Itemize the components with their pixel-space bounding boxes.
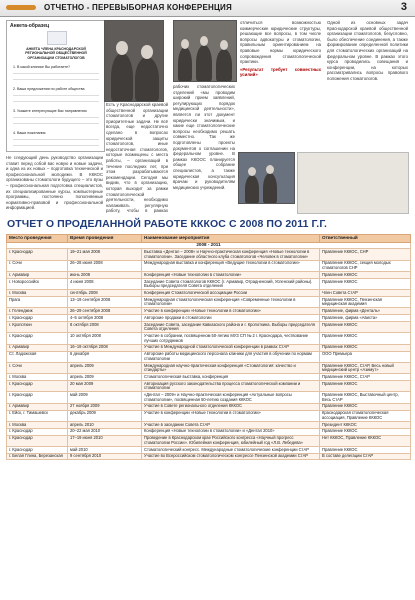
table-cell: г. Краснодар	[7, 428, 68, 435]
table-row	[7, 290, 411, 297]
table-cell: г. Армавир	[7, 272, 68, 279]
table-cell: Нет КККОС, Правление КККОС	[320, 435, 411, 446]
table-cell: 6 декабря	[68, 351, 142, 362]
table-cell: Конференция «Новые технологии в стоматологии» и «Дентал 2010»	[142, 428, 320, 435]
report-table	[6, 234, 411, 460]
table-cell: Правление, фирма «Ависта»	[320, 315, 411, 322]
table-cell: Правление КККОС	[320, 381, 411, 392]
anketa-question: 4. Ваши пожелания	[13, 131, 46, 135]
header-ornament	[6, 5, 36, 10]
year-row	[7, 242, 411, 249]
table-cell: г. Геленджик	[7, 308, 68, 315]
table-row	[7, 392, 411, 403]
table-cell: Член Совета СтАР	[320, 290, 411, 297]
table-cell: г. Сочи	[7, 362, 68, 373]
table-row	[7, 297, 411, 308]
table-cell: Ст. Ладожская	[7, 351, 68, 362]
table-row	[7, 344, 411, 351]
table-cell: г. Армавир	[7, 403, 68, 410]
anketa-divider	[13, 123, 99, 124]
table-cell: Участие в заседании Совета СтАР	[142, 421, 320, 428]
table-row	[7, 308, 411, 315]
anketa-divider	[13, 79, 99, 80]
person-silhouette	[111, 53, 133, 101]
table-cell: 8 октября 2008	[68, 322, 142, 333]
table-row	[7, 374, 411, 381]
table-cell: Заседание Совета, заседание Кавказского района и г. Кропоткина. Выборы председателя Совета отделения	[142, 322, 320, 333]
table-cell: сентябрь 2008	[68, 290, 142, 297]
report-table-title: ОТЧЕТ О ПРОДЕЛАННОЙ РАБОТЕ КККОС С 2008 ПО 2011 Г.Г.	[7, 218, 328, 230]
table-cell: Международная стоматологическая конференция «Современные технологии в стоматологии»	[142, 297, 320, 308]
year-cell: 2008 - 2011	[7, 242, 411, 249]
table-cell: Правление КККОС	[320, 322, 411, 333]
table-cell: май 2009	[68, 392, 142, 403]
anketa-question: 1. В какой клинике Вы работаете?	[13, 65, 71, 69]
anketa-divider	[13, 117, 99, 118]
column-header: Ответственный	[320, 235, 411, 243]
table-cell: Правление, фирма «Денталь»	[320, 308, 411, 315]
table-cell: г. Армавир	[7, 344, 68, 351]
table-cell: г. Краснодар	[7, 392, 68, 403]
table-cell: Прага	[7, 297, 68, 308]
person-head	[220, 40, 228, 50]
conference-photo-1	[104, 20, 164, 102]
paragraph: Не следующий день руководство организации ставит перед собой вас новую и новые задачи, и одна из их новых – подготовка технической и профессиональной молодежи. В КККОС организованы стоматологи будущего – это вузы – профессиональная подготовка специалистов, их специализированные курсы, компьютерные программы, постоянно пополняемые нормативно-правовой и профессиональной информацией.	[6, 155, 103, 211]
table-cell: г. Краснодар	[7, 446, 68, 453]
table-cell: 27 ноября 2009	[68, 403, 142, 410]
table-cell: Правление КККОС	[320, 446, 411, 453]
table-cell: 16–19 октября 2008	[68, 344, 142, 351]
anketa-sample	[6, 20, 105, 152]
table-cell: Проведение в Краснодарском крае Российского конгресса «Научный прогресс стоматологии России». Юбилейная конференция, юбилейный год «Л.В. Лебедева»	[142, 435, 320, 446]
person-head	[248, 167, 256, 176]
table-cell: г. Кропоткин	[7, 322, 68, 333]
table-cell: 4–5 октября 2008	[68, 315, 142, 322]
table-cell: Участие в конференции «Новые технологии в стоматологии»	[142, 410, 320, 421]
table-cell: г. Краснодар	[7, 249, 68, 260]
section-subheading: «Результат требует совместных усилий»	[240, 66, 321, 78]
text-column-3	[173, 84, 235, 214]
table-cell: Правление КККОС, Пензенская медицинская академия	[320, 297, 411, 308]
table-cell: Стоматологический конгресс. Международные стоматологические конференции СтАР	[142, 446, 320, 453]
table-cell: Краснодарская стоматологическая ассоциация, Правление КККОС	[320, 410, 411, 421]
page-header	[0, 0, 415, 17]
table-cell: Правление КККОС, СНР	[320, 249, 411, 260]
person-silhouette	[263, 173, 277, 203]
person-head	[266, 165, 274, 174]
person-silhouette	[216, 49, 232, 81]
table-row	[7, 362, 411, 373]
table-cell: Участие в собрании, посвященном 50-летию МУЗ СП № 2 г. Краснодара, чествование лучших сотрудников	[142, 333, 320, 344]
page-number: 3	[400, 1, 407, 13]
table-cell: Участие в Международной стоматологической конференции в рамках СтАР	[142, 344, 320, 351]
table-cell: Правление КККОС	[320, 333, 411, 344]
table-cell: Президент КККОС	[320, 421, 411, 428]
table-row	[7, 260, 411, 271]
table-cell: Правление КККОС, СтАР	[320, 374, 411, 381]
table-row	[7, 272, 411, 279]
table-cell: 4 июня 2008	[68, 278, 142, 289]
table-row	[7, 410, 411, 421]
text-column-4	[240, 20, 408, 150]
table-cell: 10 октября 2008	[68, 333, 142, 344]
table-header-row	[7, 235, 411, 243]
table-cell: Международная выставка и конференция «Ведущие технологии в стоматологии»	[142, 260, 320, 271]
table-cell: Участие во Всероссийском стоматологическом конгрессе Пензенской академии СтАР	[142, 453, 320, 460]
person-silhouette	[245, 175, 259, 203]
table-row	[7, 333, 411, 344]
column-header: Место проведения	[7, 235, 68, 243]
table-cell: Выставка «Дентал – 2008» и Научно-практическая конференция «Новые технологии в стоматологии». Заседание областного клуба стоматологов «Человек в стоматологии»	[142, 249, 320, 260]
table-cell: В составе делегации СтАР	[320, 453, 411, 460]
table-cell: Правление КККОС, Выставочный центр, Весь СтАР	[320, 392, 411, 403]
column-header: Время проведения	[68, 235, 142, 243]
table-cell: Участие в Совете регионального отделения КККОС	[142, 403, 320, 410]
table-row	[7, 421, 411, 428]
column-header: Наименование мероприятия	[142, 235, 320, 243]
table-cell: Правление КККОС, секция молодых стоматологов СНР	[320, 260, 411, 271]
table-cell: 17–19 июня 2010	[68, 435, 142, 446]
anketa-title: Анкета-образец	[10, 23, 50, 29]
table-row	[7, 403, 411, 410]
text-column-1	[6, 155, 103, 213]
anketa-divider	[13, 95, 99, 96]
anketa-logo	[47, 31, 67, 45]
table-cell: Конференция Стоматологической ассоциации России	[142, 290, 320, 297]
table-cell: г. Белая Глина, Березанская	[7, 453, 68, 460]
person-silhouette	[196, 45, 212, 81]
anketa-divider	[13, 101, 99, 102]
table-cell: 9 сентября 2010	[68, 453, 142, 460]
paragraph: Есть у Краснодарской краевой общественной организации стоматологов и другие приоритетные задачи. Не всё всегда, еще недостаточно сделано в вопросах юридической защиты стоматологов, иные недостаточная стоматологов, которые возмещены с места работы, – организаций в течение последних лет, при этом разрабатываются рекомендации. Сегодня мы видим, что в организацию, которая выходит за рамки стоматологической деятельности, необходимо налаживать регулярную работу, чтобы в рамках	[106, 102, 168, 214]
table-cell: Заседание Совета стоматологов КККОС (г. Армавир, Отрадненский, Успенский районы). Выборы председателя Совета отделения	[142, 278, 320, 289]
anketa-divider	[13, 145, 99, 146]
paragraph: отличиться возможностью коммерческие юридические структуры, решающие все вопросы, в том числе вопросы адвокатуры и стоматологии, правильным ориентированием на правовые нормы юридического сопровождения стоматологической практики.	[240, 20, 321, 65]
table-cell: Правление КККОС	[320, 272, 411, 279]
table-cell: Правление КККОС	[320, 278, 411, 289]
person-silhouette	[135, 57, 159, 101]
table-cell: г. Краснодар	[7, 315, 68, 322]
table-row	[7, 278, 411, 289]
person-head	[116, 41, 128, 55]
table-cell: июнь 2008	[68, 272, 142, 279]
table-cell: г. Москва	[7, 290, 68, 297]
table-row	[7, 453, 411, 460]
table-cell: ООО Премьера	[320, 351, 411, 362]
person-head	[200, 36, 208, 46]
anketa-question: 3. Укажите интересующие Вас направления	[13, 109, 87, 113]
table-cell: «Дентал – 2009» и Научно-практическая конференция «Актуальные вопросы стоматологии», посвященная 50-летию создания КККОС	[142, 392, 320, 403]
table-cell: Участие в конференции «Новые технологии в стоматологии»	[142, 308, 320, 315]
table-cell: г. Краснодар	[7, 435, 68, 446]
table-cell: Международная научно-практическая конференция «Стоматология: качество и стандарты»	[142, 362, 320, 373]
table-cell: 20 мая 2009	[68, 381, 142, 392]
table-cell: 20–22 мая 2010	[68, 428, 142, 435]
table-cell: Конференция «Новые технологии в стоматологии»	[142, 272, 320, 279]
anketa-divider	[13, 139, 99, 140]
table-cell: г. Москва	[7, 374, 68, 381]
person-silhouette	[178, 47, 192, 81]
table-cell: апрель 2009	[68, 362, 142, 373]
table-cell: декабрь 2009	[68, 410, 142, 421]
table-cell: г. Новороссийск	[7, 278, 68, 289]
table-cell: г. Ейск, г. Тимашевск	[7, 410, 68, 421]
table-cell: г. Сочи	[7, 260, 68, 271]
table-row	[7, 315, 411, 322]
conference-photo-2	[173, 20, 237, 82]
table-cell: 26–29 сентября 2008	[68, 308, 142, 315]
anketa-question: 2. Ваши предложения по работе общества	[13, 87, 85, 91]
table-cell: май 2010	[68, 446, 142, 453]
anketa-divider	[13, 73, 99, 74]
table-cell: 19–21 мая 2008	[68, 249, 142, 260]
table-cell: г. Москва	[7, 421, 68, 428]
table-cell: Правление КККОС	[320, 428, 411, 435]
table-cell: г. Краснодар	[7, 381, 68, 392]
table-row	[7, 351, 411, 362]
report-table-body	[7, 242, 411, 460]
paragraph: Одной из основных задач Краснодарской краевой общественной организации стоматологов, безусловно, было обеспечение соединения, а также формирование определенной политики для стоматологических организаций на федеральном уровне. В рамках этого курса проводились совещания и конференции, на которых рассматривались вопросы правового положения стоматологов.	[327, 20, 408, 81]
conference-photo-3	[238, 152, 295, 204]
table-row	[7, 446, 411, 453]
table-row	[7, 435, 411, 446]
table-row	[7, 428, 411, 435]
image-placeholder	[297, 152, 409, 214]
table-cell: апрель 2010	[68, 421, 142, 428]
table-cell: апрель 2009	[68, 374, 142, 381]
table-row	[7, 322, 411, 333]
person-head	[141, 45, 153, 59]
table-cell: Авторские работы медицинского персонала клиники для участия в обучении по нормам стоматологии	[142, 351, 320, 362]
table-cell: Правление КККОС	[320, 403, 411, 410]
anketa-heading: АНКЕТА ЧЛЕНА КРАСНОДАРСКОЙ РЕГИОНАЛЬНОЙ ОБЩЕСТВЕННОЙ ОРГАНИЗАЦИИ СТОМАТОЛОГОВ	[25, 47, 87, 60]
header-title: ОТЧЕТНО - ПЕРЕВЫБОРНАЯ КОНФЕРЕНЦИЯ	[44, 3, 232, 12]
table-cell: Правление КККОС, СтАР, Весь новый медицинский центр «Азимут»	[320, 362, 411, 373]
table-row	[7, 381, 411, 392]
text-column-2	[106, 102, 168, 214]
table-cell: г. Краснодар	[7, 333, 68, 344]
table-cell: 13–19 сентября 2008	[68, 297, 142, 308]
table-cell: Авторские продажи в стоматологии	[142, 315, 320, 322]
person-head	[181, 39, 189, 49]
table-row	[7, 249, 411, 260]
table-cell: Правление КККОС	[320, 344, 411, 351]
table-cell: 26–28 июня 2008	[68, 260, 142, 271]
paragraph: рабочих стоматологических отделений «мы проводим широкий прием заявлений, регулирующих порядок медицинской деятельности», является ли этот документ юридически значимым, и какие еще стоматологические вопросы необходимо решать совместно. Так же подготовлены проекты документов о соглашении на федеральном уровне. В рамках ККООС планируется общее собрание специалистов, а также юридическая консультация врачам и руководителям медицинских учреждений.	[173, 84, 235, 190]
table-cell: Стоматологическая выставка, конференция	[142, 374, 320, 381]
table-cell: Авторизация русского законодательства процесса стоматологической компании и стоматологии	[142, 381, 320, 392]
